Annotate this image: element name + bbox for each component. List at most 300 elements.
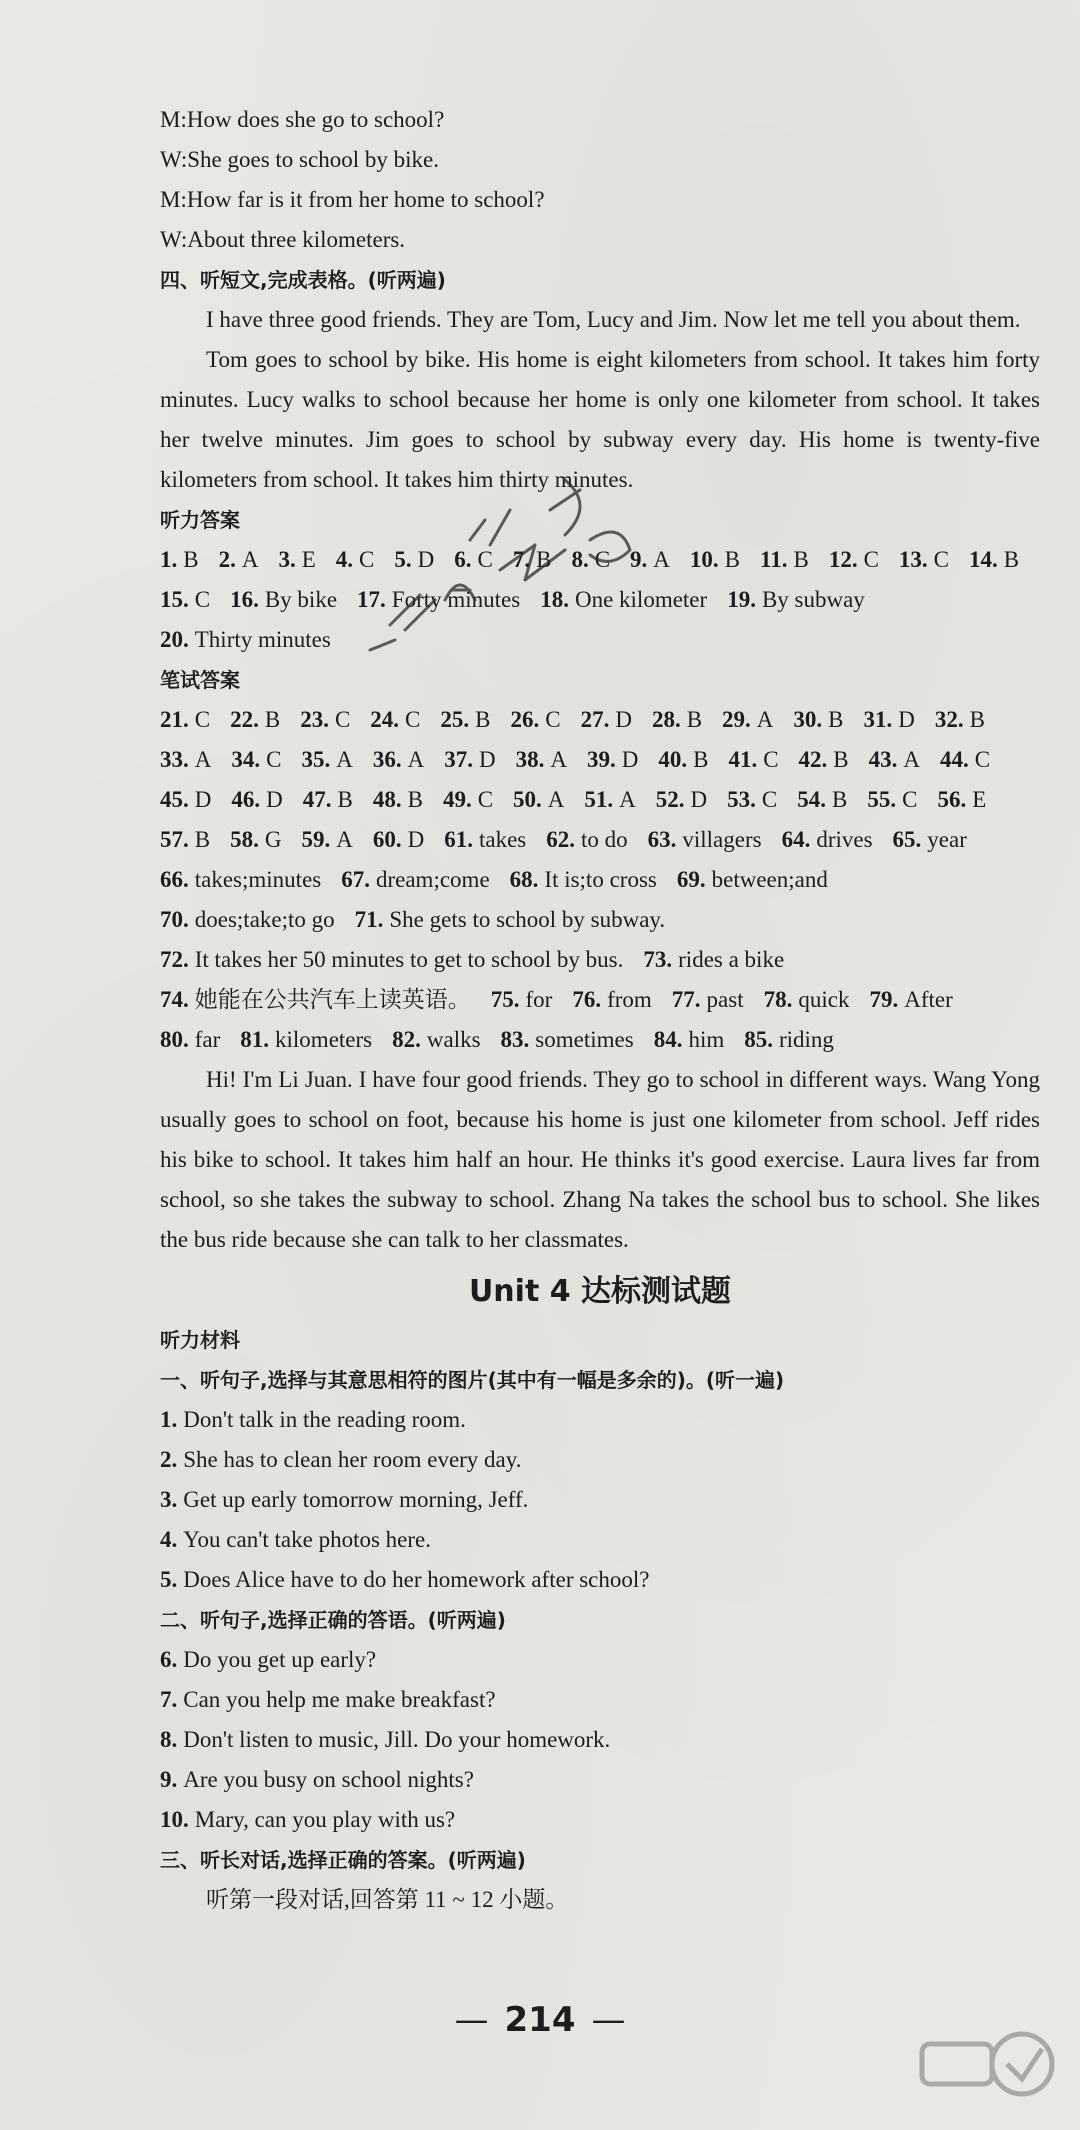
answer-number: 81. bbox=[240, 1027, 270, 1052]
answer-item bbox=[510, 860, 657, 900]
answer-item bbox=[231, 740, 281, 780]
answer-item bbox=[764, 980, 850, 1020]
answer-item bbox=[546, 820, 627, 860]
answer-item bbox=[648, 820, 762, 860]
answer-text: A bbox=[241, 547, 259, 572]
answer-item bbox=[341, 860, 489, 900]
answer-number: 76. bbox=[572, 987, 602, 1012]
question-text: Do you get up early? bbox=[183, 1647, 377, 1672]
answer-number: 27. bbox=[580, 707, 610, 732]
answer-number: 85. bbox=[744, 1027, 773, 1052]
answer-text: C bbox=[761, 787, 778, 812]
answer-number: 63. bbox=[647, 827, 677, 852]
answer-text: C bbox=[902, 787, 918, 812]
answer-text: B bbox=[693, 747, 709, 772]
answer-item bbox=[727, 580, 865, 620]
question-number: 10. bbox=[160, 1807, 189, 1832]
question-item bbox=[160, 1560, 1040, 1600]
answer-text: takes bbox=[478, 827, 527, 852]
answer-text: B bbox=[407, 787, 423, 812]
answer-text: C bbox=[477, 547, 493, 572]
answer-item bbox=[797, 780, 847, 820]
part3-intro: 听第一段对话,回答第 11 ~ 12 小题。 bbox=[206, 1887, 569, 1912]
answer-number: 64. bbox=[781, 827, 811, 852]
answer-text: C bbox=[405, 707, 421, 732]
answer-number: 61. bbox=[444, 827, 473, 852]
answer-text: A bbox=[336, 747, 353, 772]
question-item bbox=[160, 1520, 1040, 1560]
answer-item bbox=[231, 780, 282, 820]
question-text: Can you help me make breakfast? bbox=[183, 1687, 496, 1712]
answer-item bbox=[160, 820, 210, 860]
answer-text: D bbox=[690, 787, 708, 812]
answer-text: B bbox=[828, 707, 844, 732]
answer-item bbox=[658, 740, 708, 780]
part3-heading: 三、听长对话,选择正确的答案。(听两遍) bbox=[160, 1848, 526, 1872]
question-number: 7. bbox=[160, 1687, 178, 1712]
answer-number: 70. bbox=[160, 907, 189, 932]
question-text: She has to clean her room every day. bbox=[183, 1447, 522, 1472]
answer-number: 35. bbox=[301, 747, 331, 772]
answer-number: 66. bbox=[160, 867, 189, 892]
answer-number: 18. bbox=[540, 587, 569, 612]
answer-number: 77. bbox=[671, 987, 701, 1012]
answer-text: One kilometer bbox=[574, 587, 708, 612]
answer-item bbox=[370, 700, 420, 740]
section4-heading: 四、听短文,完成表格。(听两遍) bbox=[160, 268, 446, 292]
question-number: 1. bbox=[160, 1407, 178, 1432]
answer-text: B bbox=[724, 547, 740, 572]
passage1-paragraph: I have three good friends. They are Tom, Lucy and Jim. Now let me tell you about them. bbox=[206, 307, 1021, 332]
answer-number: 11. bbox=[760, 547, 788, 572]
answer-number: 62. bbox=[546, 827, 575, 852]
answer-item bbox=[899, 540, 949, 580]
listening-material-heading: 听力材料 bbox=[160, 1328, 240, 1352]
dialog-block bbox=[160, 100, 1040, 260]
answer-number: 5. bbox=[394, 547, 412, 572]
answer-text: By subway bbox=[761, 587, 865, 612]
answer-text: sometimes bbox=[535, 1027, 634, 1052]
answer-item bbox=[799, 740, 849, 780]
question-number: 8. bbox=[160, 1727, 178, 1752]
written-answers-list bbox=[160, 700, 1040, 1060]
answer-number: 49. bbox=[442, 787, 472, 812]
part1-heading: 一、听句子,选择与其意思相符的图片(其中有一幅是多余的)。(听一遍) bbox=[160, 1368, 785, 1392]
answer-number: 72. bbox=[160, 947, 189, 972]
answer-item bbox=[513, 780, 564, 820]
answer-number: 32. bbox=[934, 707, 964, 732]
answer-number: 58. bbox=[230, 827, 259, 852]
answer-text: for bbox=[525, 987, 553, 1012]
answer-number: 40. bbox=[658, 747, 688, 772]
answer-number: 54. bbox=[797, 787, 826, 812]
answer-text: D bbox=[266, 787, 283, 812]
written-answers-heading: 笔试答案 bbox=[160, 668, 240, 692]
answer-text: B bbox=[183, 547, 199, 572]
part1-list bbox=[160, 1400, 1040, 1600]
dialog-line: M:How does she go to school? bbox=[160, 107, 445, 132]
page-content bbox=[160, 100, 1040, 1920]
answer-text: C bbox=[477, 787, 494, 812]
answer-text: B bbox=[833, 747, 849, 772]
answer-item bbox=[160, 1020, 220, 1060]
answer-text: D bbox=[621, 747, 639, 772]
question-text: Get up early tomorrow morning, Jeff. bbox=[183, 1487, 529, 1512]
answer-number: 7. bbox=[512, 547, 531, 572]
question-number: 5. bbox=[160, 1567, 178, 1592]
answer-text: kilometers bbox=[275, 1027, 373, 1052]
answer-number: 3. bbox=[278, 547, 296, 572]
answer-item bbox=[160, 540, 199, 580]
answer-number: 84. bbox=[653, 1027, 683, 1052]
answer-number: 25. bbox=[440, 707, 470, 732]
question-item bbox=[160, 1400, 1040, 1440]
answer-item bbox=[893, 820, 967, 860]
answer-text: B bbox=[536, 547, 552, 572]
answer-text: from bbox=[607, 987, 652, 1012]
answer-number: 4. bbox=[335, 547, 354, 572]
answer-text: A bbox=[407, 747, 425, 772]
answer-number: 24. bbox=[370, 707, 400, 732]
answer-number: 38. bbox=[515, 747, 545, 772]
answer-text: D bbox=[194, 787, 212, 812]
answer-item bbox=[656, 780, 707, 820]
answer-number: 13. bbox=[898, 547, 928, 572]
answer-number: 43. bbox=[868, 747, 898, 772]
answer-item bbox=[969, 540, 1019, 580]
listening-answers-heading: 听力答案 bbox=[160, 508, 240, 532]
answer-number: 80. bbox=[160, 1027, 189, 1052]
answer-number: 16. bbox=[230, 587, 259, 612]
answer-text: B bbox=[832, 787, 848, 812]
answer-text: B bbox=[194, 827, 211, 852]
answer-number: 22. bbox=[230, 707, 259, 732]
passage1-paragraph: Tom goes to school by bike. His home is eight kilometers from school. It takes him forty minutes. Lucy walks to school because her home is only one kilometer from school. It takes her twelve minutes. Jim goes to school by subway every day. His home is twenty-five kilometers from school. It takes him thirty minutes. bbox=[160, 347, 1040, 492]
answer-number: 21. bbox=[160, 707, 189, 732]
answer-item bbox=[937, 780, 986, 820]
answer-item bbox=[443, 780, 493, 820]
answer-item bbox=[160, 940, 623, 980]
answer-item bbox=[160, 860, 321, 900]
question-number: 6. bbox=[160, 1647, 178, 1672]
dialog-line: W:About three kilometers. bbox=[160, 227, 406, 252]
answer-item bbox=[219, 540, 259, 580]
answer-item bbox=[728, 740, 778, 780]
answer-number: 60. bbox=[372, 827, 402, 852]
answer-text: villagers bbox=[682, 827, 762, 852]
passage2-paragraph: Hi! I'm Li Juan. I have four good friends. They go to school in different ways. Wang Yong usually goes to school on foot, because his home is just one kilometer from school. Jeff rides his bike to school. It takes him half an hour. He thinks it's good exercise. Laura lives far from school, so she takes the subway to school. Zhang Na takes the school bus to school. She likes the bus ride because she can talk to her classmates. bbox=[160, 1067, 1040, 1252]
question-item bbox=[160, 1480, 1040, 1520]
answer-item bbox=[491, 980, 553, 1020]
answer-item bbox=[690, 540, 740, 580]
answer-number: 83. bbox=[500, 1027, 530, 1052]
answer-number: 20. bbox=[160, 627, 189, 652]
answer-text: C bbox=[594, 547, 611, 572]
answer-item bbox=[654, 1020, 725, 1060]
answer-number: 8. bbox=[571, 547, 589, 572]
answer-number: 57. bbox=[160, 827, 189, 852]
answer-item bbox=[940, 740, 990, 780]
answer-number: 28. bbox=[651, 707, 681, 732]
answer-text: year bbox=[927, 827, 967, 852]
answer-number: 71. bbox=[354, 907, 384, 932]
answer-item bbox=[392, 1020, 480, 1060]
answer-text: between;and bbox=[711, 867, 828, 892]
answer-text: D bbox=[417, 547, 435, 572]
answer-item bbox=[444, 820, 526, 860]
answer-item bbox=[444, 740, 495, 780]
answer-text: does;take;to go bbox=[194, 907, 335, 932]
answer-text: C bbox=[194, 587, 211, 612]
answer-number: 48. bbox=[372, 787, 402, 812]
answer-text: C bbox=[359, 547, 375, 572]
answer-number: 67. bbox=[341, 867, 370, 892]
answer-text: It is;to cross bbox=[544, 867, 657, 892]
answer-number: 33. bbox=[160, 747, 189, 772]
answer-text: C bbox=[194, 707, 211, 732]
answer-text: him bbox=[688, 1027, 725, 1052]
answer-text: rides a bike bbox=[678, 947, 785, 972]
answer-item bbox=[230, 700, 280, 740]
answer-number: 30. bbox=[793, 707, 823, 732]
answer-item bbox=[672, 980, 744, 1020]
answer-item bbox=[793, 700, 843, 740]
answer-item bbox=[935, 700, 985, 740]
answer-text: By bike bbox=[264, 587, 338, 612]
question-number: 9. bbox=[160, 1767, 178, 1792]
answer-number: 10. bbox=[689, 547, 719, 572]
question-item bbox=[160, 1680, 1040, 1720]
answer-item bbox=[652, 700, 702, 740]
question-number: 4. bbox=[160, 1527, 178, 1552]
answer-text: walks bbox=[426, 1027, 481, 1052]
question-number: 2. bbox=[160, 1447, 178, 1472]
answer-text: C bbox=[266, 747, 282, 772]
answer-text: G bbox=[264, 827, 282, 852]
answer-text: C bbox=[933, 547, 950, 572]
answer-text: B bbox=[1003, 547, 1020, 572]
answer-text: C bbox=[545, 707, 561, 732]
answer-number: 19. bbox=[727, 587, 756, 612]
answer-item bbox=[373, 780, 423, 820]
answer-text: C bbox=[334, 707, 351, 732]
answer-item bbox=[440, 700, 490, 740]
answer-text: drives bbox=[816, 827, 873, 852]
answer-number: 79. bbox=[869, 987, 899, 1012]
answer-number: 17. bbox=[357, 587, 386, 612]
question-text: Don't listen to music, Jill. Do your homework. bbox=[183, 1727, 611, 1752]
answer-text: Thirty minutes bbox=[194, 627, 331, 652]
page-number-value: 214 bbox=[504, 2000, 576, 2040]
question-text: Are you busy on school nights? bbox=[183, 1767, 474, 1792]
answer-text: She gets to school by subway. bbox=[389, 907, 666, 932]
answer-item bbox=[373, 740, 424, 780]
question-text: Mary, can you play with us? bbox=[194, 1807, 456, 1832]
answer-number: 9. bbox=[630, 547, 648, 572]
answer-item bbox=[160, 580, 210, 620]
answer-item bbox=[230, 580, 337, 620]
answer-text: C bbox=[974, 747, 991, 772]
answer-item bbox=[643, 940, 784, 980]
answer-text: Forty minutes bbox=[391, 587, 521, 612]
answer-number: 56. bbox=[937, 787, 967, 812]
answer-text: B bbox=[264, 707, 281, 732]
answer-number: 52. bbox=[655, 787, 685, 812]
answer-number: 12. bbox=[828, 547, 858, 572]
answer-text: D bbox=[898, 707, 915, 732]
page-number-dash-left: — bbox=[454, 2000, 489, 2040]
answer-item bbox=[301, 820, 352, 860]
question-item bbox=[160, 1640, 1040, 1680]
answer-number: 39. bbox=[586, 747, 616, 772]
answer-item bbox=[869, 740, 920, 780]
answer-text: past bbox=[706, 987, 744, 1012]
pencil-scribble-icon bbox=[350, 450, 680, 680]
answer-text: to do bbox=[580, 827, 628, 852]
answer-text: E bbox=[972, 787, 987, 812]
answer-item bbox=[867, 780, 917, 820]
question-text: You can't take photos here. bbox=[183, 1527, 431, 1552]
answer-number: 23. bbox=[300, 707, 329, 732]
answer-number: 26. bbox=[510, 707, 540, 732]
answer-item bbox=[677, 860, 828, 900]
answer-item bbox=[760, 540, 809, 580]
answer-text: B bbox=[793, 547, 809, 572]
answer-item bbox=[160, 780, 211, 820]
answer-item bbox=[160, 980, 471, 1020]
question-item bbox=[160, 1760, 1040, 1800]
answer-number: 75. bbox=[490, 987, 520, 1012]
answer-text: B bbox=[475, 707, 491, 732]
answer-text: C bbox=[863, 547, 879, 572]
answer-item bbox=[864, 700, 915, 740]
answer-item bbox=[744, 1020, 834, 1060]
answer-number: 65. bbox=[892, 827, 922, 852]
answer-number: 36. bbox=[372, 747, 402, 772]
answer-item bbox=[373, 820, 424, 860]
answer-text: B bbox=[337, 787, 353, 812]
answer-text: quick bbox=[798, 987, 850, 1012]
part2-list bbox=[160, 1640, 1040, 1840]
answer-item bbox=[782, 820, 873, 860]
answer-item bbox=[160, 700, 210, 740]
answer-item bbox=[160, 900, 335, 940]
answer-text: A bbox=[903, 747, 920, 772]
answer-number: 46. bbox=[231, 787, 261, 812]
watermark-logo-icon bbox=[902, 2024, 1072, 2124]
answer-number: 44. bbox=[940, 747, 969, 772]
answer-number: 37. bbox=[444, 747, 473, 772]
question-item bbox=[160, 1800, 1040, 1840]
answer-number: 59. bbox=[301, 827, 331, 852]
answer-text: 她能在公共汽车上读英语。 bbox=[194, 987, 471, 1012]
answer-text: D bbox=[478, 747, 496, 772]
part2-heading: 二、听句子,选择正确的答语。(听两遍) bbox=[160, 1608, 506, 1632]
dialog-line: W:She goes to school by bike. bbox=[160, 147, 439, 172]
answer-item bbox=[510, 700, 560, 740]
answer-number: 78. bbox=[763, 987, 793, 1012]
answer-number: 73. bbox=[643, 947, 673, 972]
answer-text: dream;come bbox=[375, 867, 490, 892]
answer-number: 29. bbox=[722, 707, 751, 732]
answer-text: A bbox=[547, 787, 565, 812]
answer-text: A bbox=[756, 707, 774, 732]
answer-number: 14. bbox=[969, 547, 998, 572]
answer-number: 51. bbox=[584, 787, 614, 812]
answer-item bbox=[301, 740, 352, 780]
answer-text: E bbox=[301, 547, 316, 572]
question-text: Does Alice have to do her homework after school? bbox=[183, 1567, 650, 1592]
question-item bbox=[160, 1440, 1040, 1480]
answer-number: 31. bbox=[863, 707, 893, 732]
answer-number: 6. bbox=[454, 547, 472, 572]
answer-text: A bbox=[550, 747, 567, 772]
answer-number: 68. bbox=[509, 867, 539, 892]
answer-item bbox=[160, 740, 211, 780]
answer-number: 47. bbox=[302, 787, 332, 812]
answer-text: riding bbox=[778, 1027, 834, 1052]
answer-number: 69. bbox=[676, 867, 706, 892]
dialog-line: M:How far is it from her home to school? bbox=[160, 187, 545, 212]
answer-text: It takes her 50 minutes to get to school by bus. bbox=[194, 947, 624, 972]
question-number: 3. bbox=[160, 1487, 178, 1512]
answer-item bbox=[160, 620, 331, 660]
answer-number: 2. bbox=[218, 547, 236, 572]
answer-number: 42. bbox=[798, 747, 828, 772]
page-number-dash-right: — bbox=[591, 2000, 626, 2040]
answer-text: A bbox=[194, 747, 212, 772]
answer-item bbox=[572, 980, 651, 1020]
question-item bbox=[160, 1720, 1040, 1760]
answer-number: 50. bbox=[513, 787, 542, 812]
answer-item bbox=[587, 740, 638, 780]
answer-item bbox=[869, 980, 952, 1020]
answer-item bbox=[300, 700, 350, 740]
answer-item bbox=[727, 780, 777, 820]
answer-number: 45. bbox=[160, 787, 189, 812]
answer-number: 53. bbox=[727, 787, 756, 812]
answer-text: A bbox=[653, 547, 670, 572]
answer-item bbox=[829, 540, 879, 580]
answer-item bbox=[240, 1020, 372, 1060]
answer-item bbox=[355, 900, 666, 940]
answer-text: C bbox=[763, 747, 779, 772]
answer-text: B bbox=[969, 707, 985, 732]
answer-text: far bbox=[194, 1027, 221, 1052]
answer-number: 82. bbox=[392, 1027, 421, 1052]
answer-text: B bbox=[686, 707, 703, 732]
answer-text: After bbox=[904, 987, 953, 1012]
answer-number: 15. bbox=[160, 587, 189, 612]
answer-text: takes;minutes bbox=[194, 867, 322, 892]
unit-title: Unit 4 达标测试题 bbox=[468, 1274, 732, 1309]
answer-number: 41. bbox=[728, 747, 758, 772]
answer-item bbox=[722, 700, 773, 740]
answer-item bbox=[278, 540, 315, 580]
answer-text: A bbox=[336, 827, 353, 852]
answer-text: D bbox=[615, 707, 632, 732]
question-text: Don't talk in the reading room. bbox=[183, 1407, 466, 1432]
answer-item bbox=[230, 820, 281, 860]
answer-text: A bbox=[619, 787, 636, 812]
answer-number: 34. bbox=[231, 747, 261, 772]
answer-number: 1. bbox=[160, 547, 178, 572]
answer-item bbox=[581, 700, 632, 740]
answer-item bbox=[501, 1020, 634, 1060]
answer-item bbox=[584, 780, 635, 820]
answer-item bbox=[303, 780, 353, 820]
answer-number: 55. bbox=[867, 787, 897, 812]
